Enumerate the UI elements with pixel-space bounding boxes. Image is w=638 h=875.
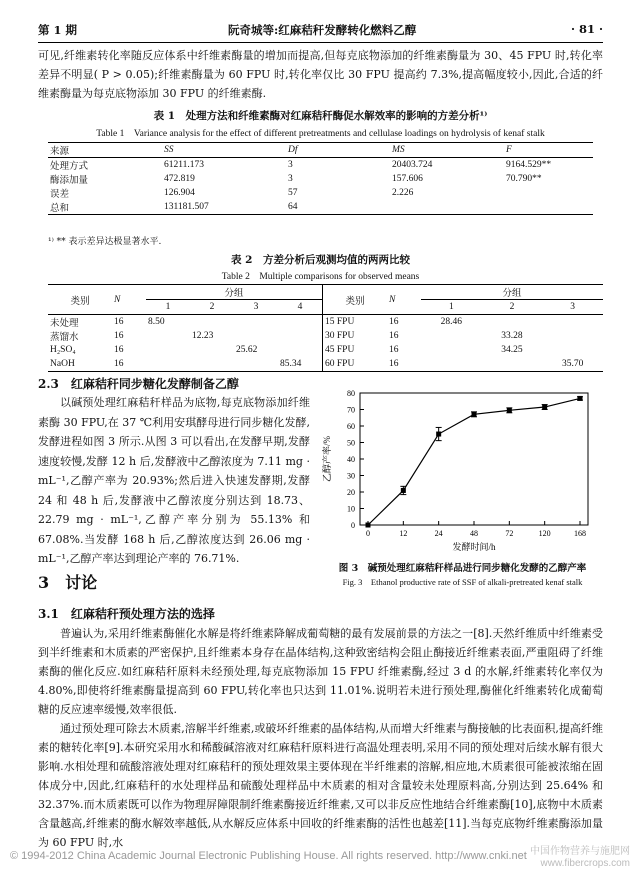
table-cell: [542, 343, 603, 357]
copyright-footer: © 1994-2012 China Academic Journal Electronic Publishing House. All rights reserved. http://www.cnki.net: [10, 850, 527, 862]
table-cell: 4: [297, 302, 303, 312]
table-cell: 472.819: [164, 174, 195, 184]
table-cell: 9164.529**: [506, 160, 552, 170]
series-line: [368, 398, 580, 525]
table-cell: [504, 200, 593, 215]
table-cell: [504, 186, 593, 200]
running-title: 阮奇城等:红麻秸秆发酵转化燃料乙醇: [228, 23, 417, 37]
table-cell: 3: [570, 302, 576, 312]
table-cell: 15 FPU: [323, 315, 388, 330]
table-cell: [146, 343, 190, 357]
y-tick-label: 40: [347, 455, 355, 464]
table-cell: 131181.507: [164, 202, 209, 212]
table-row: [48, 329, 603, 343]
x-tick-label: 168: [574, 529, 586, 538]
discussion-paragraph-2: 通过预处理可除去木质素,溶解半纤维素,或破坏纤维素的晶体结构,从而增大纤维素与酶接触的比表面积,提高纤维素的糖转化率[9].本研究采用水和稀酸碱溶液对红麻秸秆原料进行高温处理表明,采用不同的预处理对后续水解有很大影响.水相处理和硫酸溶液处理对红麻秸秆的预处理效果主要体现在半纤维素的溶解,相应地,木质素很可能被浓缩在固体成分中,因此,红麻秸秆的水处理样品和硫酸处理样品中木质素的相对含量较未处理原料高,分别达到 25.64% 和 32.37%.而木质素既可以作为物理屏障限制纤维素酶接近纤维素,又可以非反应性地结合纤维素酶[10],底物中木质素含量越高,纤维素的酶水解效率越低,从水解反应体系中回收的纤维素酶的活性也越差[11].当每克底物纤维素酶添加量为 60 FPU 时,水: [38, 722, 603, 849]
y-axis-label: 乙醇产率/%: [322, 436, 332, 482]
y-tick-label: 80: [347, 389, 355, 398]
table-cell: [542, 329, 603, 343]
table-cell: 2.226: [392, 188, 414, 198]
table-cell: H₂SO₄: [50, 345, 76, 355]
data-point: [578, 396, 583, 401]
table1-title-cn: 表 1 处理方法和纤维素酶对红麻秸秆酶促水解效率的影响的方差分析¹⁾: [153, 110, 488, 122]
intro-paragraph: 可见,纤维素转化率随反应体系中纤维素酶量的增加而提高,但每克底物添加的纤维素酶量为 30、45 FPU 时,转化率差异不明显( P > 0.05);纤维素酶量为 60 FPU 时,转化率仅比 30 FPU 提高约 7.3%,提高幅度较小,因此,合适的纤维素酶量为每克底物添加 30 FPU 的纤维素酶.: [38, 49, 603, 100]
table-cell: 85.34: [280, 359, 302, 369]
table-cell: 33.28: [501, 331, 523, 341]
x-tick-label: 0: [366, 529, 370, 538]
table-cell: 30 FPU: [323, 329, 388, 343]
table-cell: 2: [509, 302, 515, 312]
data-point: [507, 408, 512, 413]
table-cell: 蒸馏水: [50, 333, 79, 343]
table1-header-f: F: [506, 145, 512, 155]
table1-title-en: Table 1 Variance analysis for the effect of different pretreatments and cellulase loadings on hydrolysis of kenaf stalk: [96, 129, 545, 139]
table-cell: 70.790**: [506, 174, 542, 184]
table-cell: 25.62: [236, 345, 258, 355]
table2-title-en: Table 2 Multiple comparisons for observed means: [221, 272, 420, 282]
data-point: [366, 523, 371, 528]
table-row: [48, 343, 603, 357]
table-cell: [278, 329, 323, 343]
figure3-caption-cn: 图 3 碱预处理红麻秸秆样品进行同步糖化发酵的乙醇产率: [338, 563, 587, 574]
y-tick-label: 20: [347, 488, 355, 497]
section-3-title: 3 讨论: [38, 573, 98, 592]
section-2-3-paragraph: 以碱预处理红麻秸秆样品为底物,每克底物添加纤维素酶 30 FPU,在 37 ℃利用安琪酵母进行同步糖化发酵,发酵进程如图 3 所示.从图 3 可以看出,在发酵早期,发酵速度较慢,发酵 12 h 后,发酵液中乙醇浓度为 7.11 mg · mL⁻¹,乙醇产率为 20.93%;然后进入快速发酵期,发酵 24 和 48 h 后,发酵液中乙醇浓度分别达到 18.73、22.79 mg · mL⁻¹,乙醇产率分别为 55.13% 和 67.08%.当发酵 168 h 后,乙醇浓度达到 26.06 mg · mL⁻¹,乙醇产率达到理论产率的 76.71%.: [38, 396, 310, 565]
table-cell: 16: [389, 359, 399, 369]
table-cell: [190, 315, 234, 330]
page-header: [38, 22, 603, 40]
table-cell: 126.904: [164, 188, 195, 198]
section-2-3-title: 2.3 红麻秸秆同步糖化发酵制备乙醇: [38, 377, 239, 391]
table-cell: 57: [288, 188, 298, 198]
data-point: [401, 488, 406, 493]
table-cell: [234, 357, 278, 372]
header-rule: [38, 42, 603, 43]
table-cell: 16: [114, 331, 124, 341]
table1-header-ms: MS: [392, 145, 405, 155]
y-tick-label: 60: [347, 422, 355, 431]
table-cell: [234, 329, 278, 343]
table-cell: [190, 357, 234, 372]
table1: [48, 142, 593, 215]
table-cell: [278, 315, 323, 330]
table-cell: [421, 343, 482, 357]
table-cell: [542, 315, 603, 330]
x-tick-label: 12: [399, 529, 408, 538]
table-cell: 8.50: [148, 317, 165, 327]
table-cell: 1: [165, 302, 171, 312]
table2-header-row: [48, 285, 603, 300]
table-cell: 总和: [50, 204, 70, 214]
data-point: [542, 405, 547, 410]
table-cell: [421, 357, 482, 372]
table-cell: 35.70: [561, 359, 584, 369]
table-cell: NaOH: [50, 359, 75, 369]
table-cell: 3: [253, 302, 259, 312]
table-cell: 64: [288, 202, 298, 212]
table2: [48, 284, 603, 372]
table-cell: [146, 357, 190, 372]
table-cell: [421, 329, 482, 343]
table-cell: 45 FPU: [323, 343, 388, 357]
table-row: [48, 357, 603, 372]
watermark-line-1: 中国作物营养与施肥网: [530, 846, 630, 857]
section-3-1-title: 3.1 红麻秸秆预处理方法的选择: [38, 607, 215, 621]
table-cell: 16: [389, 331, 399, 341]
table-cell: [278, 343, 323, 357]
ethanol-yield-chart: [318, 385, 608, 555]
x-tick-label: 24: [434, 529, 443, 538]
table-cell: 3: [288, 174, 293, 184]
y-tick-label: 50: [347, 438, 355, 448]
table-cell: [482, 357, 543, 372]
watermark: [530, 846, 630, 870]
data-point: [472, 412, 477, 417]
table1-note: ¹⁾ ** 表示差异达极显著水平.: [48, 237, 162, 247]
table-row: [48, 315, 603, 330]
table1-header-ss: SS: [164, 145, 174, 155]
discussion-paragraph-1: 普遍认为,采用纤维素酶催化水解是将纤维素降解成葡萄糖的最有发展前景的方法之一[8].天然纤维质中纤维素受到半纤维素和木质素的严密保护,且纤维素本身存在晶体结构,这种致密结构会阻止酶接近纤维素表面,严重阻碍了纤维素酶的催化反应.如红麻秸秆原料未经预处理,每克底物添加 15 FPU 纤维素酶,经过 3 d 的水解,纤维素转化率仅为 4.80%,即使将纤维素酶量提高到 60 FPU,转化率也只达到 11.01%.说明若未进行预处理,酶催化纤维素转化成葡萄糖的反应速率缓慢,效率很低.: [38, 627, 603, 716]
table-cell: [482, 315, 543, 330]
table-cell: 16: [114, 317, 124, 327]
table1-header-df: Df: [288, 145, 298, 155]
y-tick-label: 0: [351, 521, 355, 530]
table-cell: [146, 329, 190, 343]
x-axis-label: 发酵时间/h: [452, 542, 496, 552]
x-tick-label: 120: [538, 529, 551, 538]
table-cell: 处理方式: [50, 162, 89, 172]
table-cell: 16: [114, 359, 124, 369]
table-cell: 20403.724: [392, 160, 433, 170]
y-tick-label: 10: [347, 504, 355, 514]
table-cell: 16: [389, 317, 399, 327]
table-cell: 3: [288, 160, 293, 170]
table2-header-group: 分组: [146, 285, 323, 300]
table1-header-source: 来源: [50, 147, 70, 157]
table1-header-row: [48, 143, 593, 158]
table-cell: 60 FPU: [323, 357, 388, 372]
table-cell: 2: [209, 302, 215, 312]
table-cell: 61211.173: [164, 160, 205, 170]
table-cell: 16: [389, 345, 399, 355]
table-row: [48, 172, 593, 186]
y-tick-label: 30: [347, 471, 355, 481]
table-cell: 未处理: [50, 319, 79, 329]
table2-header-category-right: 类别: [323, 285, 388, 315]
table-cell: [190, 343, 234, 357]
table-cell: 12.23: [192, 331, 214, 341]
table-cell: [234, 315, 278, 330]
table2-header-category: 类别: [70, 296, 90, 307]
x-tick-label: 72: [505, 529, 514, 538]
table-cell: 误差: [50, 190, 70, 200]
table-row: [48, 200, 593, 215]
table-cell: 1: [448, 302, 454, 312]
x-tick-label: 48: [470, 529, 478, 538]
table-cell: 28.46: [440, 317, 463, 327]
figure3-caption-en: Fig. 3 Ethanol productive rate of SSF of alkali-pretreated kenaf stalk: [342, 577, 583, 587]
y-tick-label: 70: [347, 405, 355, 415]
watermark-line-2: www.fibercrops.com: [540, 858, 630, 869]
page-number: · 81 ·: [570, 22, 603, 36]
table2-title-cn: 表 2 方差分析后观测均值的两两比较: [231, 254, 410, 266]
table-cell: 34.25: [501, 345, 523, 355]
table-row: [48, 186, 593, 200]
table2-header-n: N: [114, 294, 121, 305]
table-row: [48, 158, 593, 173]
table2-header-n-right: N: [389, 294, 396, 305]
table-cell: 157.606: [392, 174, 423, 184]
table2-header-group-right: 分组: [421, 285, 603, 300]
table-cell: 酶添加量: [50, 176, 89, 186]
table-cell: 16: [114, 345, 124, 355]
issue-number: 第 1 期: [38, 23, 78, 37]
data-point: [436, 432, 441, 437]
table-cell: [390, 200, 504, 215]
